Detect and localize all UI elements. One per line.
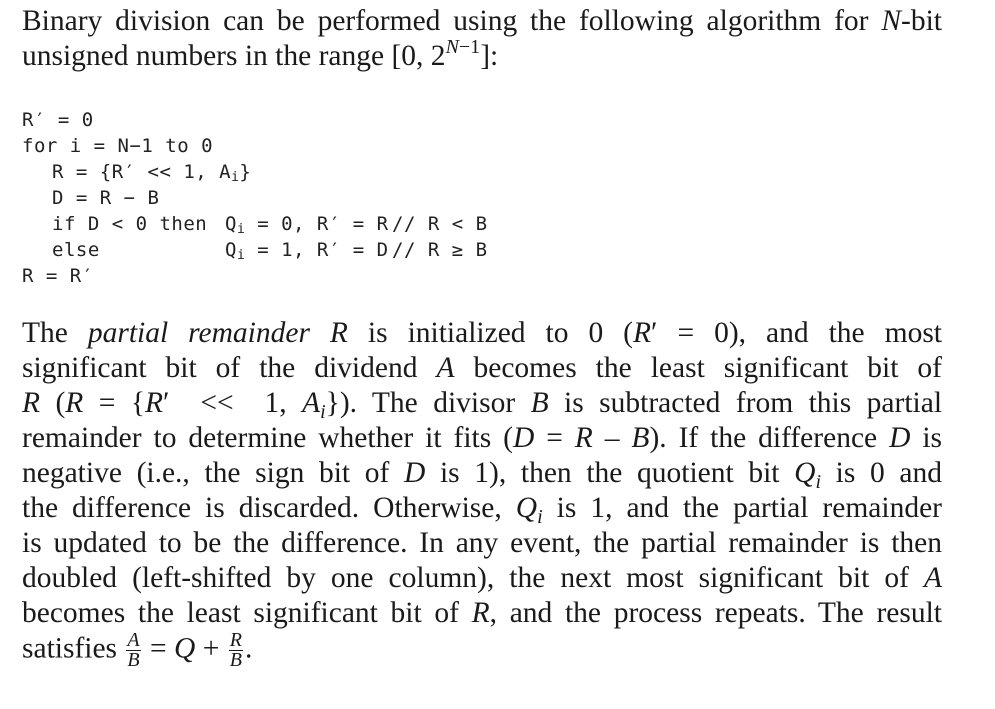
- body-line-3: R (R = {R′ << 1, $A_i$}). The divisor B is subtracted from this partial: [22, 387, 943, 423]
- body-line-5: negative (i.e., the sign bit of D is 1), then the quotient bit $Q_i$ is 0 and: [22, 457, 943, 493]
- body-line-6: the difference is discarded. Otherwise, $Q_i$ is 1, and the partial remainder: [22, 492, 943, 528]
- intro-line-2: unsigned numbers in the range [0, $2^{N-1}$]:: [22, 36, 499, 72]
- intro-paragraph: [22, 4, 942, 74]
- body-line-2: significant bit of the dividend A becomes the least significant bit of: [22, 352, 942, 384]
- body-line-8: doubled (left-shifted by one column), the next most significant bit of A: [22, 562, 942, 594]
- fraction-a-over-b: $\frac{A}{B}$: [127, 629, 140, 671]
- body-line-1: The partial remainder R is initialized to 0 (R′ = 0), and the most: [22, 317, 942, 349]
- body-line-4: remainder to determine whether it fits (D = R – B). If the difference D is: [22, 422, 942, 454]
- body-line-10: satisfies $\frac{A}{B}$ = Q + $\frac{R}{B}$ .: [22, 629, 253, 671]
- body-line-7: is updated to be the difference. In any event, the partial remainder is then: [22, 527, 942, 559]
- body-line-9: becomes the least significant bit of R, and the process repeats. The result: [22, 597, 942, 629]
- fraction-r-over-b: $\frac{R}{B}$: [229, 629, 242, 671]
- explanation-paragraph: [22, 316, 942, 670]
- intro-line-1: Binary division can be performed using the following algorithm for N-bit: [22, 5, 942, 37]
- document-page: Binary division can be performed using the following algorithm for N-bit unsigned numbers in the range [0, $2^{N-1}$]: R′ = 0 for i = N−1 to 0 R = {R′ << 1, $A_i$} D = R − B if D < 0 then $Q_i = 0$, R′ = R // R < B else $Q_i = 1$, R′ = D // R ≥ B R = R′ The partial remainder R is initialized to 0 (R′ = 0), and the most significant bit of the dividend A becomes the least significant bit of R (R = {R′ << 1, $A_i$}). The divisor B is subtracted from this partial remainder to determine whether it fits (D = R – B). If the difference D is negative (i.e., the sign bit of D is 1), then the quotient bit $Q_i$ is 0 and the difference is discarded. Otherwise, $Q_i$ is 1, and the partial remainder is updated to be the difference. In any event, the partial remainder is then doubled (left-shifted by one column), the next most significant bit of A becomes the least significant bit of R, and the process repeats. The result satisfies $\frac{A}{B}$ = Q + $\frac{R}{B}$ .: [22, 5, 943, 671]
